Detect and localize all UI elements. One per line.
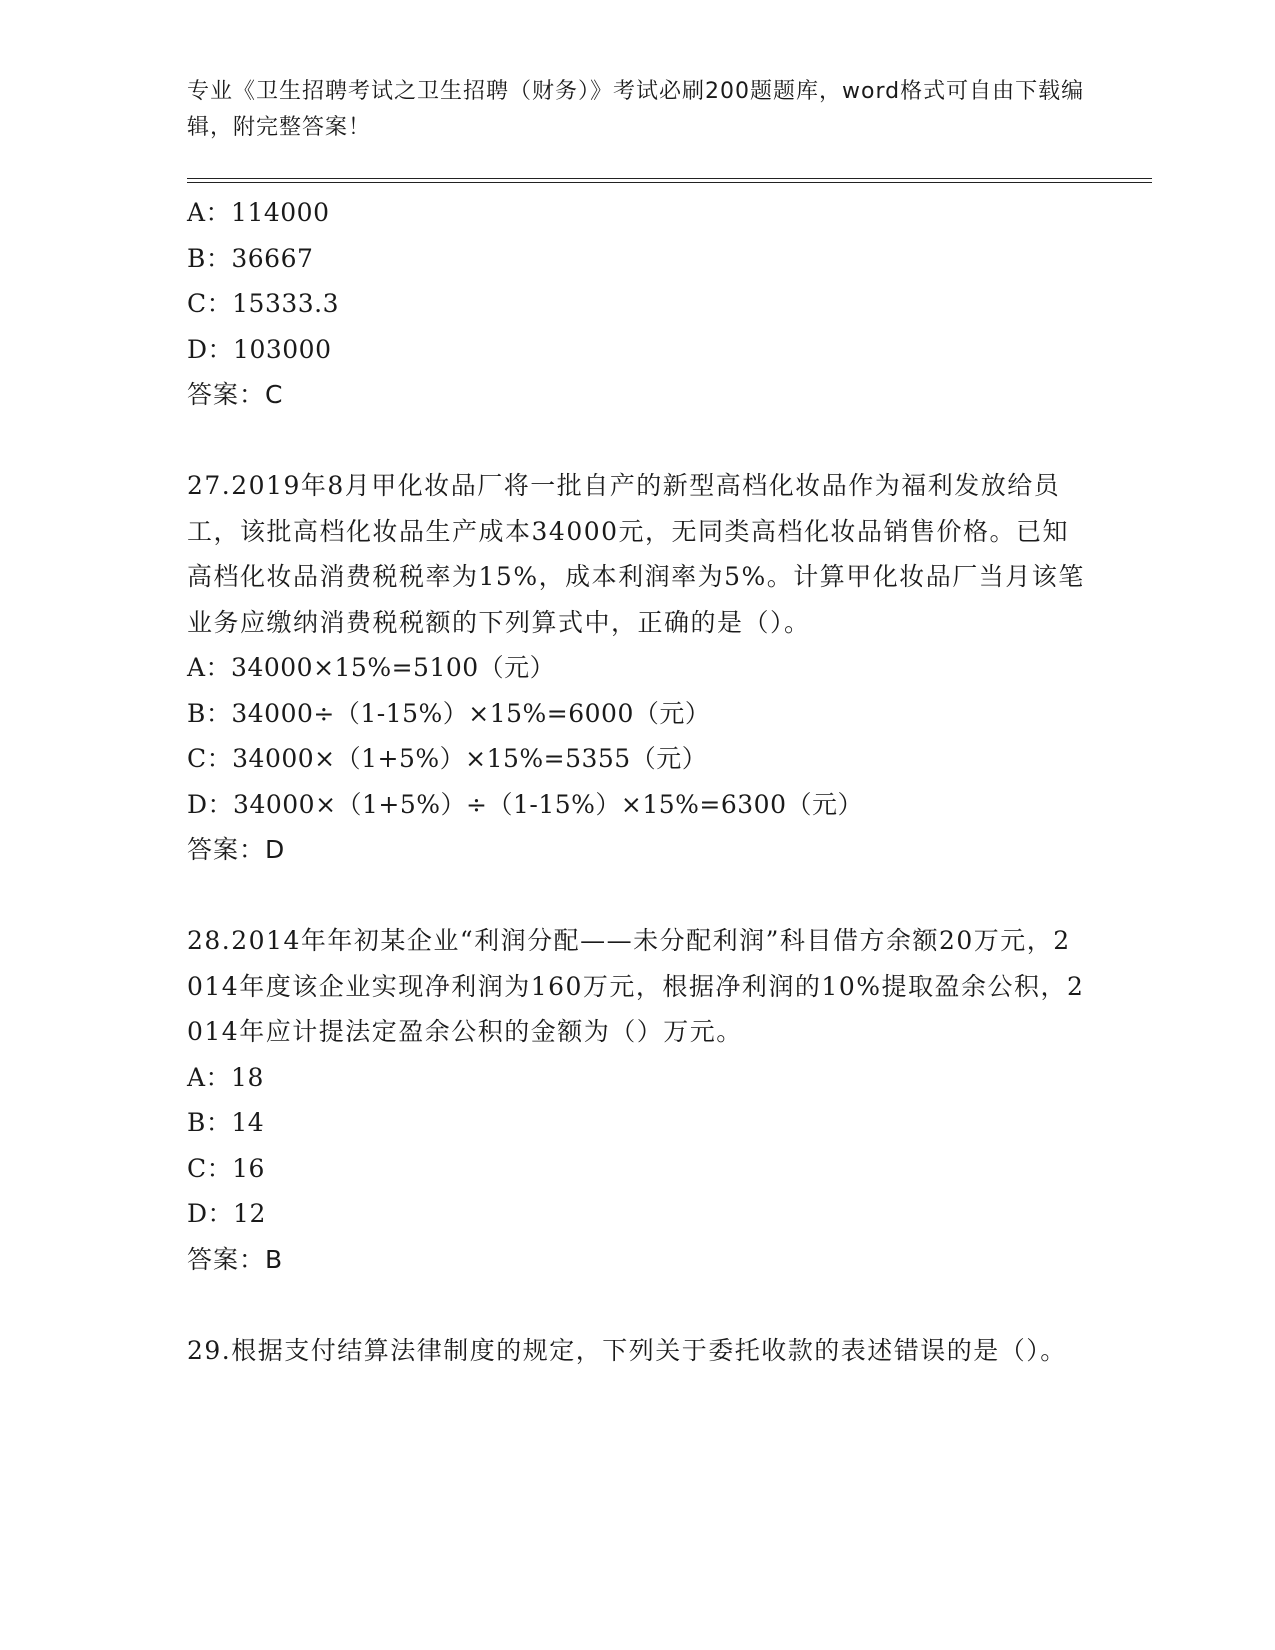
option-b: B：36667 [187,243,314,273]
question-text: 29.根据支付结算法律制度的规定，下列关于委托收款的表述错误的是（）。 [187,1335,1067,1365]
answer: 答案：C [187,380,284,409]
document-header: 专业《卫生招聘考试之卫生招聘（财务）》考试必刷200题题库，word格式可自由下载编辑，附完整答案！ [187,79,1085,140]
option-a: A：34000×15%=5100（元） [187,653,556,682]
answer: 答案：B [187,1244,284,1274]
spacer [187,418,1087,464]
question-26 [187,190,1087,418]
option-c: C：15333.3 [187,289,340,318]
option-c: C：34000×（1+5%）×15%=5355（元） [187,744,708,773]
spacer [187,873,1087,919]
header-divider-top [187,178,1152,179]
option-a: A：18 [187,1062,264,1092]
option-b: B：14 [187,1108,265,1137]
option-b: B：34000÷（1-15%）×15%=6000（元） [187,698,711,728]
question-27 [187,463,1087,873]
question-content [187,190,1087,1373]
question-29 [187,1328,1087,1374]
option-d: D：103000 [187,334,332,364]
question-28 [187,918,1087,1282]
question-text: 28.2014年年初某企业“利润分配——未分配利润”科目借方余额20万元，2014年度该企业实现净利润为160万元，根据净利润的10%提取盈余公积，2014年应计提法定盈余公积的金额为（）万元。 [187,926,1085,1046]
question-text: 27.2019年8月甲化妆品厂将一批自产的新型高档化妆品作为福利发放给员工，该批高档化妆品生产成本34000元，无同类高档化妆品销售价格。已知高档化妆品消费税税率为15%，成本利润率为5%。计算甲化妆品厂当月该笔业务应缴纳消费税税额的下列算式中，正确的是（）。 [187,471,1085,637]
option-a: A：114000 [187,198,330,227]
option-d: D：12 [187,1199,266,1228]
option-c: C：16 [187,1153,265,1183]
spacer [187,1282,1087,1328]
option-d: D：34000×（1+5%）÷（1-15%）×15%=6300（元） [187,789,863,819]
answer: 答案：D [187,835,286,864]
header-divider-bottom [187,182,1152,183]
